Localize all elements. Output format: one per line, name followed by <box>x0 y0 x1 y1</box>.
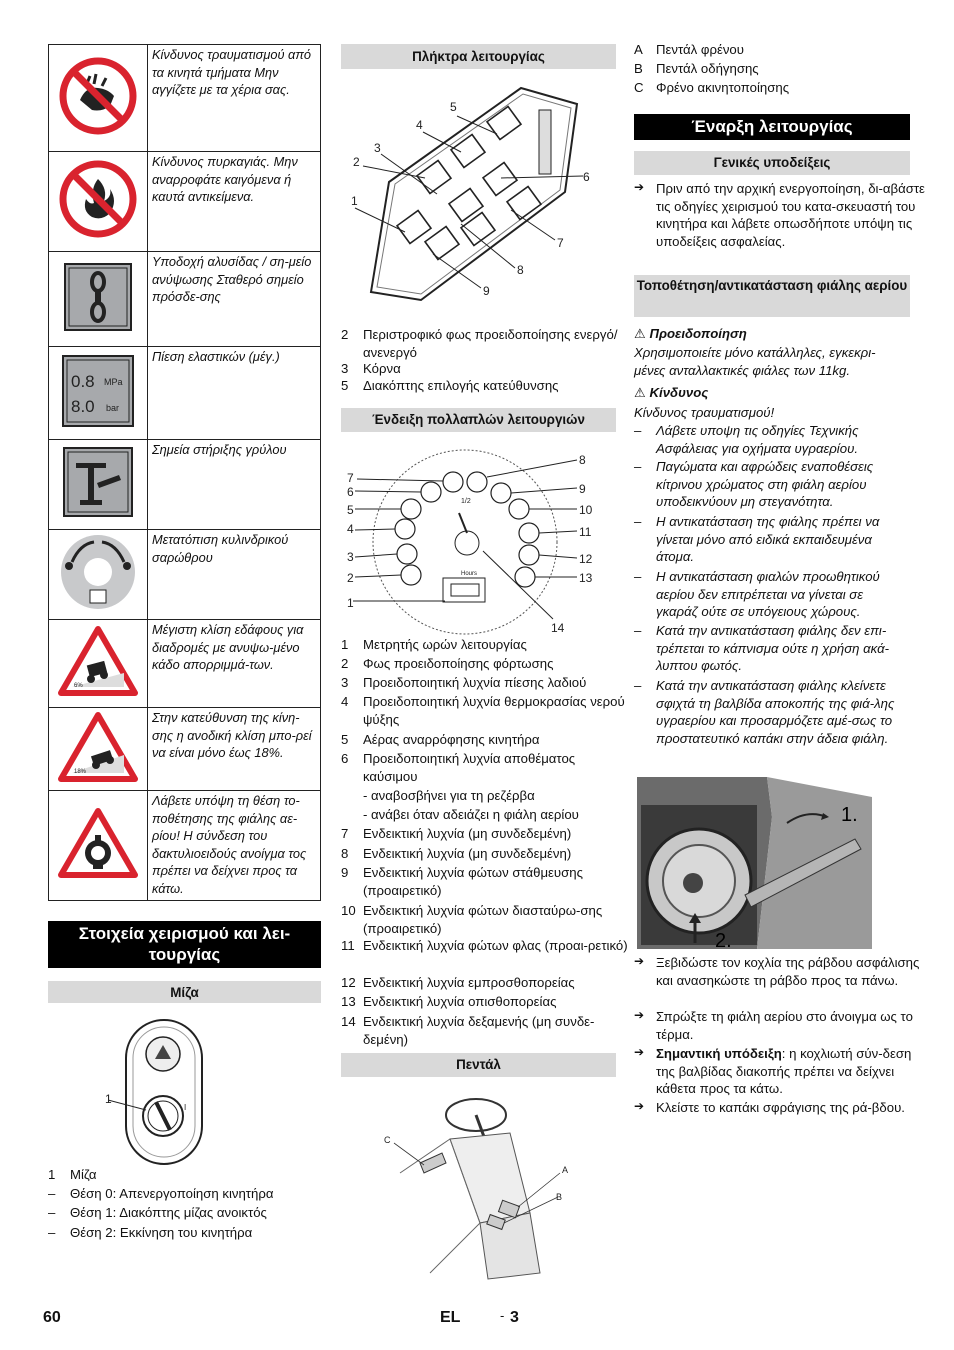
svg-text:I: I <box>184 1103 187 1112</box>
ignition-switch-illustration <box>100 1018 220 1168</box>
keys-callout: 6 <box>583 170 590 184</box>
danger-label: ⚠ Κίνδυνος <box>634 385 709 400</box>
arrow-icon: ➔ <box>634 1045 645 1059</box>
display-callout: 10 <box>579 503 593 517</box>
list-item: – Κατά την αντικατάσταση φιάλης δεν επι-τρέπεται το κάπνισμα ούτε η χρήση ακά-λυπτου φωτός. <box>634 623 890 674</box>
general-notes-title: Γενικές υποδείξεις <box>634 151 910 175</box>
list-item: – Θέση 0: Απενεργοποίηση κινητήρα <box>48 1186 274 1201</box>
pressure-unit-1: MPa <box>104 376 123 387</box>
gas-bottle-photo <box>637 777 872 949</box>
keys-callout: 3 <box>374 141 381 155</box>
sign-text: Υποδοχή αλυσίδας / ση-μείο ανύψωσης Σταθερό σημείο πρόσδε-σης <box>148 252 321 347</box>
fuel-gauge-label: 1/2 <box>461 498 471 505</box>
list-item: C Φρένο ακινητοποίησης <box>634 80 790 95</box>
display-callout: 1 <box>347 596 354 610</box>
list-item: – Η αντικατάσταση φιαλών προωθητικού αερίου δεν επιτρέπεται να γίνεται σε γκαράζ ούτε σε υπόγειους χώρους. <box>634 569 880 620</box>
pressure-value-2: 8.0 <box>71 396 95 416</box>
slope-label: 18% <box>74 768 87 775</box>
function-keys-illustration <box>341 82 616 312</box>
display-callout: 11 <box>579 525 592 539</box>
instruction-step: ➔ Ξεβιδώστε τον κοχλία της ράβδου ασφάλισης και ανασηκώστε τη ράβδο προς τα πάνω. <box>634 954 920 988</box>
keys-callout: 4 <box>416 118 423 132</box>
keys-callout: 9 <box>483 284 490 298</box>
list-item: 13 Ενδεικτική λυχνία οπισθοπορείας <box>341 994 557 1009</box>
display-callout: 2 <box>347 571 354 585</box>
list-item: 1 Μίζα <box>48 1167 97 1182</box>
page-separator: - <box>500 1308 505 1323</box>
display-callout: 12 <box>579 552 593 566</box>
sign-text: Μετατόπιση κυλινδρικού σαρώθρου <box>148 530 321 620</box>
list-item: – Θέση 2: Εκκίνηση του κινητήρα <box>48 1225 253 1240</box>
list-item: 5 Διακόπτης επιλογής κατεύθυνσης <box>341 378 559 393</box>
warning-triangle-icon: ⚠ <box>634 326 646 341</box>
display-callout: 9 <box>579 482 586 496</box>
keys-callout: 2 <box>353 155 360 169</box>
arrow-icon: ➔ <box>634 1099 645 1113</box>
display-callout: 5 <box>347 503 354 517</box>
jack-point-icon <box>63 447 133 517</box>
display-callout: 8 <box>579 453 586 467</box>
list-item: 12 Ενδεικτική λυχνία εμπροσθοπορείας <box>341 975 575 990</box>
uphill-slope-warning-icon <box>58 711 138 783</box>
sign-text: Πίεση ελαστικών (μέγ.) <box>148 347 321 440</box>
display-callout: 14 <box>551 621 565 635</box>
arrow-icon: ➔ <box>634 180 645 194</box>
list-item: 7 Ενδεικτική λυχνία (μη συνδεδεμένη) <box>341 826 572 841</box>
list-item: - ανάβει όταν αδειάζει η φιάλη αερίου <box>363 807 579 822</box>
list-item: 9 Ενδεικτική λυχνία φώτων στάθμευσης (προαιρετικό) <box>341 865 583 898</box>
gas-bottle-title: Τοποθέτηση/αντικατάσταση φιάλης αερίου <box>634 275 910 317</box>
sign-text: Κίνδυνος τραυματισμού από τα κινητά τμήματα Μην αγγίζετε με τα χέρια σας. <box>148 45 321 152</box>
fire-hazard-prohibited-icon <box>58 159 138 239</box>
list-item: – Η αντικατάσταση της φιάλης πρέπει να γίνεται μόνο από ειδικά εκπαιδευμένα άτομα. <box>634 514 880 565</box>
sign-text: Μέγιστη κλίση εδάφους για διαδρομές με ανυψω-μένο κάδο απορριμμά-των. <box>148 620 321 708</box>
danger-text: Κίνδυνος τραυματισμού! <box>634 405 775 420</box>
warning-label: ⚠ Προειδοποίηση <box>634 326 747 341</box>
photo-step-label: 2. <box>715 930 732 949</box>
keys-callout: 1 <box>351 194 358 208</box>
display-callout: 3 <box>347 550 354 564</box>
hours-label: Hours <box>461 571 478 577</box>
function-keys-title: Πλήκτρα λειτουργίας <box>341 44 616 69</box>
pedal-callout: B <box>556 1192 563 1202</box>
pedal-illustration <box>380 1093 590 1283</box>
list-item: – Λάβετε υποψη τις οδηγίες Τεχνικής Ασφάλειας για οχήματα υγραερίου. <box>634 423 859 456</box>
display-callout: 6 <box>347 485 354 499</box>
multi-display-illustration <box>341 447 616 637</box>
controls-section-title: Στοιχεία χειρισμού και λει-τουργίας <box>48 921 321 968</box>
warning-text: Χρησιμοποιείτε μόνο κατάλληλες, εγκεκρι-μένες ανταλλακτικές φιάλες των 11kg. <box>634 345 876 378</box>
gas-bottle-warning-icon <box>58 807 138 879</box>
pedal-callout: A <box>562 1165 569 1175</box>
slope-label: 6% <box>74 683 83 690</box>
hot-moving-parts-prohibited-icon <box>58 56 138 136</box>
pressure-unit-2: bar <box>106 402 120 413</box>
list-item: 2 Φως προειδοποίησης φόρτωσης <box>341 656 554 671</box>
chain-lifting-point-icon <box>63 262 133 332</box>
sign-text: Στην κατεύθυνση της κίνη-σης η ανοδική κλίση μπο-ρεί να είναι μόνο έως 18%. <box>148 708 321 791</box>
list-item: 1 Μετρητής ωρών λειτουργίας <box>341 637 527 652</box>
multi-display-title: Ένδειξη πολλαπλών λειτουργιών <box>341 408 616 432</box>
list-item: 14 Ενδεικτική λυχνία δεξαμενής (μη συνδε-δεμένη) <box>341 1014 595 1047</box>
list-item: 4 Προειδοποιητική λυχνία θερμοκρασίας νερού ψύξης <box>341 694 625 727</box>
instruction-step: ➔ Πριν από την αρχική ενεργοποίηση, δι-αβάστε τις οδηγίες χειρισμού του κατα-σκευαστή του κινητήρα και λάβετε οπωσδήποτε υπόψη τις υποδείξεις ασφαλείας. <box>634 180 925 249</box>
keys-callout: 7 <box>557 236 564 250</box>
pedal-callout: C <box>384 1135 391 1145</box>
list-item: 6 Προειδοποιητική λυχνία αποθέματος καύσιμου <box>341 751 576 784</box>
list-item: 5 Αέρας αναρρόφησης κινητήρα <box>341 732 540 747</box>
warning-triangle-icon: ⚠ <box>634 385 646 400</box>
keys-callout: 8 <box>517 263 524 277</box>
sign-text: Κίνδυνος πυρκαγιάς. Μην αναρροφάτε καιγόμενα ή καυτά αντικείμενα. <box>148 152 321 252</box>
display-callout: 4 <box>347 522 354 536</box>
ignition-title: Μίζα <box>48 981 321 1003</box>
max-slope-warning-icon <box>58 625 138 697</box>
roller-brush-shift-icon <box>58 532 138 612</box>
section-page-number: 3 <box>510 1309 519 1326</box>
list-item: – Παγώματα και αφρώδεις εναποθέσεις κίτρινου χρώματος στη φιάλη αερίου υποδεικνύουν μη στεγανότητα. <box>634 459 874 510</box>
sign-text: Σημεία στήριξης γρύλου <box>148 440 321 530</box>
photo-step-label: 1. <box>841 804 858 826</box>
ignition-callout: 1 <box>105 1092 112 1106</box>
start-operation-title: Έναρξη λειτουργίας <box>634 114 910 140</box>
display-callout: 7 <box>347 471 354 485</box>
page-number: 60 <box>43 1309 61 1326</box>
pedal-title: Πεντάλ <box>341 1053 616 1077</box>
pressure-value-1: 0.8 <box>71 371 95 391</box>
arrow-icon: ➔ <box>634 1008 645 1022</box>
list-item: B Πεντάλ οδήγησης <box>634 61 759 76</box>
tire-pressure-icon <box>62 355 134 427</box>
sign-text: Λάβετε υπόψη τη θέση το-ποθέτησης της φιάλης αε-ρίου! Η σύνδεση του δακτυλιοειδούς ανοίγμα τος πρέπει να δείχνει προς τα κάτω. <box>148 791 321 901</box>
list-item: A Πεντάλ φρένου <box>634 42 744 57</box>
list-item: - αναβοσβήνει για τη ρεζέρβα <box>363 788 535 803</box>
list-item: 11 Ενδεικτική λυχνία φώτων φλας (προαι-ρετικό) <box>341 938 628 953</box>
language-code: EL <box>440 1309 461 1326</box>
instruction-step: ➔ Κλείστε το καπάκι σφράγισης της ρά-βδου. <box>634 1099 905 1115</box>
list-item: 10 Ενδεικτική λυχνία φώτων διασταύρω-σης (προαιρετικό) <box>341 903 603 936</box>
list-item: 3 Προειδοποιητική λυχνία πίεσης λαδιού <box>341 675 587 690</box>
instruction-step: ➔ Σπρώξτε τη φιάλη αερίου στο άνοιγμα ως το τέρμα. <box>634 1008 913 1042</box>
list-item: 8 Ενδεικτική λυχνία (μη συνδεδεμένη) <box>341 846 572 861</box>
list-item: – Θέση 1: Διακόπτης μίζας ανοικτός <box>48 1205 267 1220</box>
arrow-icon: ➔ <box>634 954 645 968</box>
list-item: – Κατά την αντικατάσταση φιάλης κλείνετε σφιχτά τη βαλβίδα αποκοπής της φιά-λης υγραερίου και προσαρμόζετε αμέ-σως το προστατευτικό καπάκι στην άδεια φιάλη. <box>634 678 895 746</box>
list-item: 3 Κόρνα <box>341 361 401 376</box>
keys-callout: 5 <box>450 100 457 114</box>
display-callout: 13 <box>579 571 593 585</box>
warning-signs-table <box>48 44 321 901</box>
instruction-step: ➔ Σημαντική υπόδειξη: η κοχλιωτή σύν-δεση της βαλβίδας διακοπής πρέπει να δείχνει κάθετα προς τα κάτω. <box>634 1045 912 1097</box>
list-item: 2 Περιστροφικό φως προειδοποίησης ενεργό/ανενεργό <box>341 327 618 360</box>
